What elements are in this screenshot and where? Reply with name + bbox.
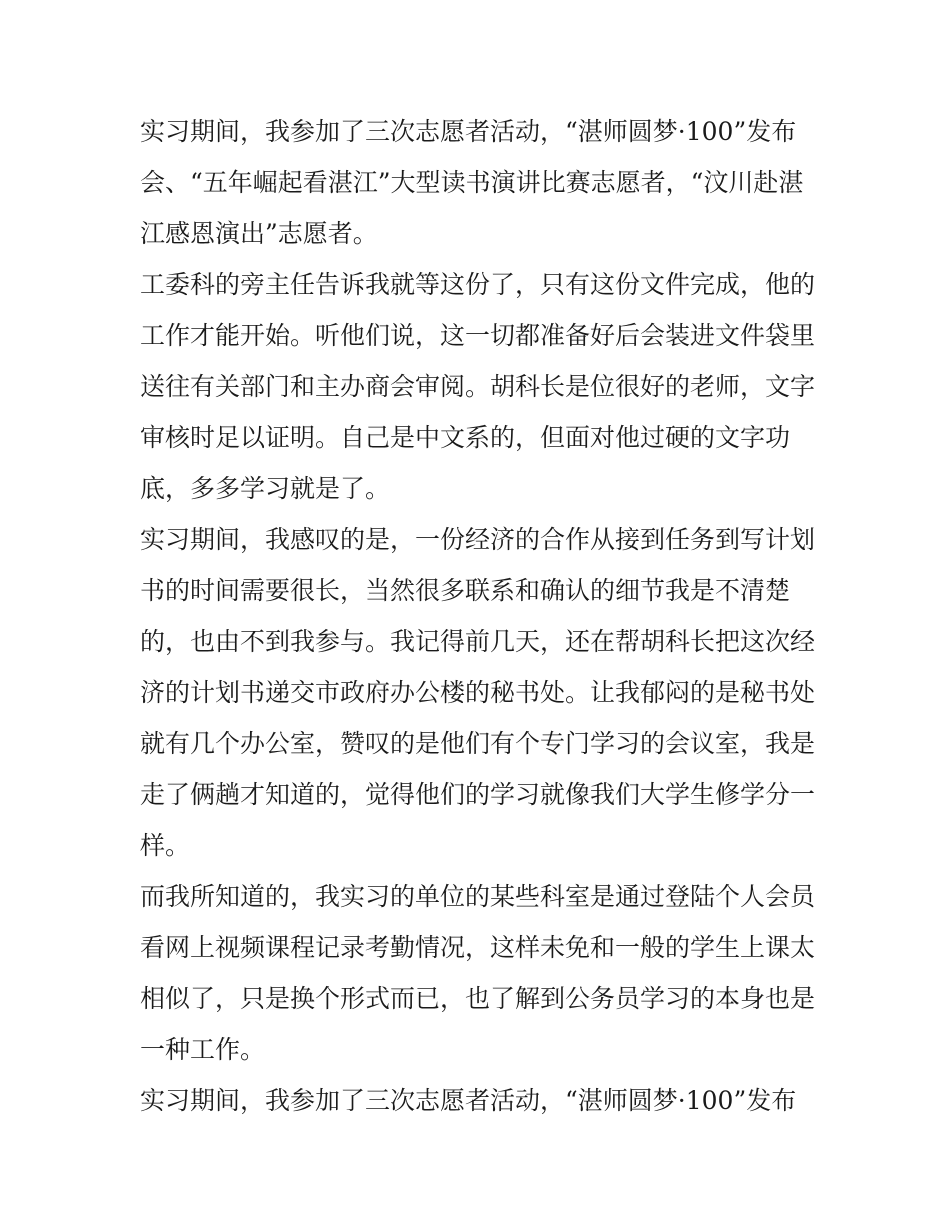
text-line: 就有几个办公室，赞叹的是他们有个专门学习的会议室，我是 (140, 729, 816, 758)
paragraph-online-courses (140, 871, 820, 1075)
paragraph-volunteer-repeat (140, 1075, 820, 1126)
paragraph-plan-document (140, 514, 820, 871)
text-line: 审核时足以证明。自己是中文系的，但面对他过硬的文字功 (140, 423, 791, 452)
text-line: 书的时间需要很长，当然很多联系和确认的细节我是不清楚 (140, 576, 791, 605)
text-line: 相似了，只是换个形式而已，也了解到公务员学习的本身也是 (140, 984, 816, 1013)
document-body (140, 106, 820, 1126)
text-line: 江感恩演出”志愿者。 (140, 219, 378, 248)
paragraph-volunteer (140, 106, 820, 259)
text-line: 样。 (140, 831, 191, 860)
text-line: 工作才能开始。听他们说，这一切都准备好后会装进文件袋里 (140, 321, 816, 350)
text-line: 实习期间，我参加了三次志愿者活动，“湛师圆梦·100”发布 (140, 117, 797, 146)
text-line: 送往有关部门和主办商会审阅。胡科长是位很好的老师，文字 (140, 372, 816, 401)
text-line: 底，多多学习就是了。 (140, 474, 391, 503)
text-line: 一种工作。 (140, 1035, 266, 1064)
paragraph-work-committee (140, 259, 820, 514)
text-line: 会、“五年崛起看湛江”大型读书演讲比赛志愿者，“汶川赴湛 (140, 168, 804, 197)
text-line: 走了俩趟才知道的，觉得他们的学习就像我们大学生修学分一 (140, 780, 816, 809)
text-line: 济的计划书递交市政府办公楼的秘书处。让我郁闷的是秘书处 (140, 678, 816, 707)
text-line: 看网上视频课程记录考勤情况，这样未免和一般的学生上课太 (140, 933, 816, 962)
text-line: 实习期间，我参加了三次志愿者活动，“湛师圆梦·100”发布 (140, 1086, 797, 1115)
text-line: 而我所知道的，我实习的单位的某些科室是通过登陆个人会员 (140, 882, 816, 911)
text-line: 实习期间，我感叹的是，一份经济的合作从接到任务到写计划 (140, 525, 816, 554)
text-line: 的，也由不到我参与。我记得前几天，还在帮胡科长把这次经 (140, 627, 816, 656)
text-line: 工委科的旁主任告诉我就等这份了，只有这份文件完成，他的 (140, 270, 816, 299)
